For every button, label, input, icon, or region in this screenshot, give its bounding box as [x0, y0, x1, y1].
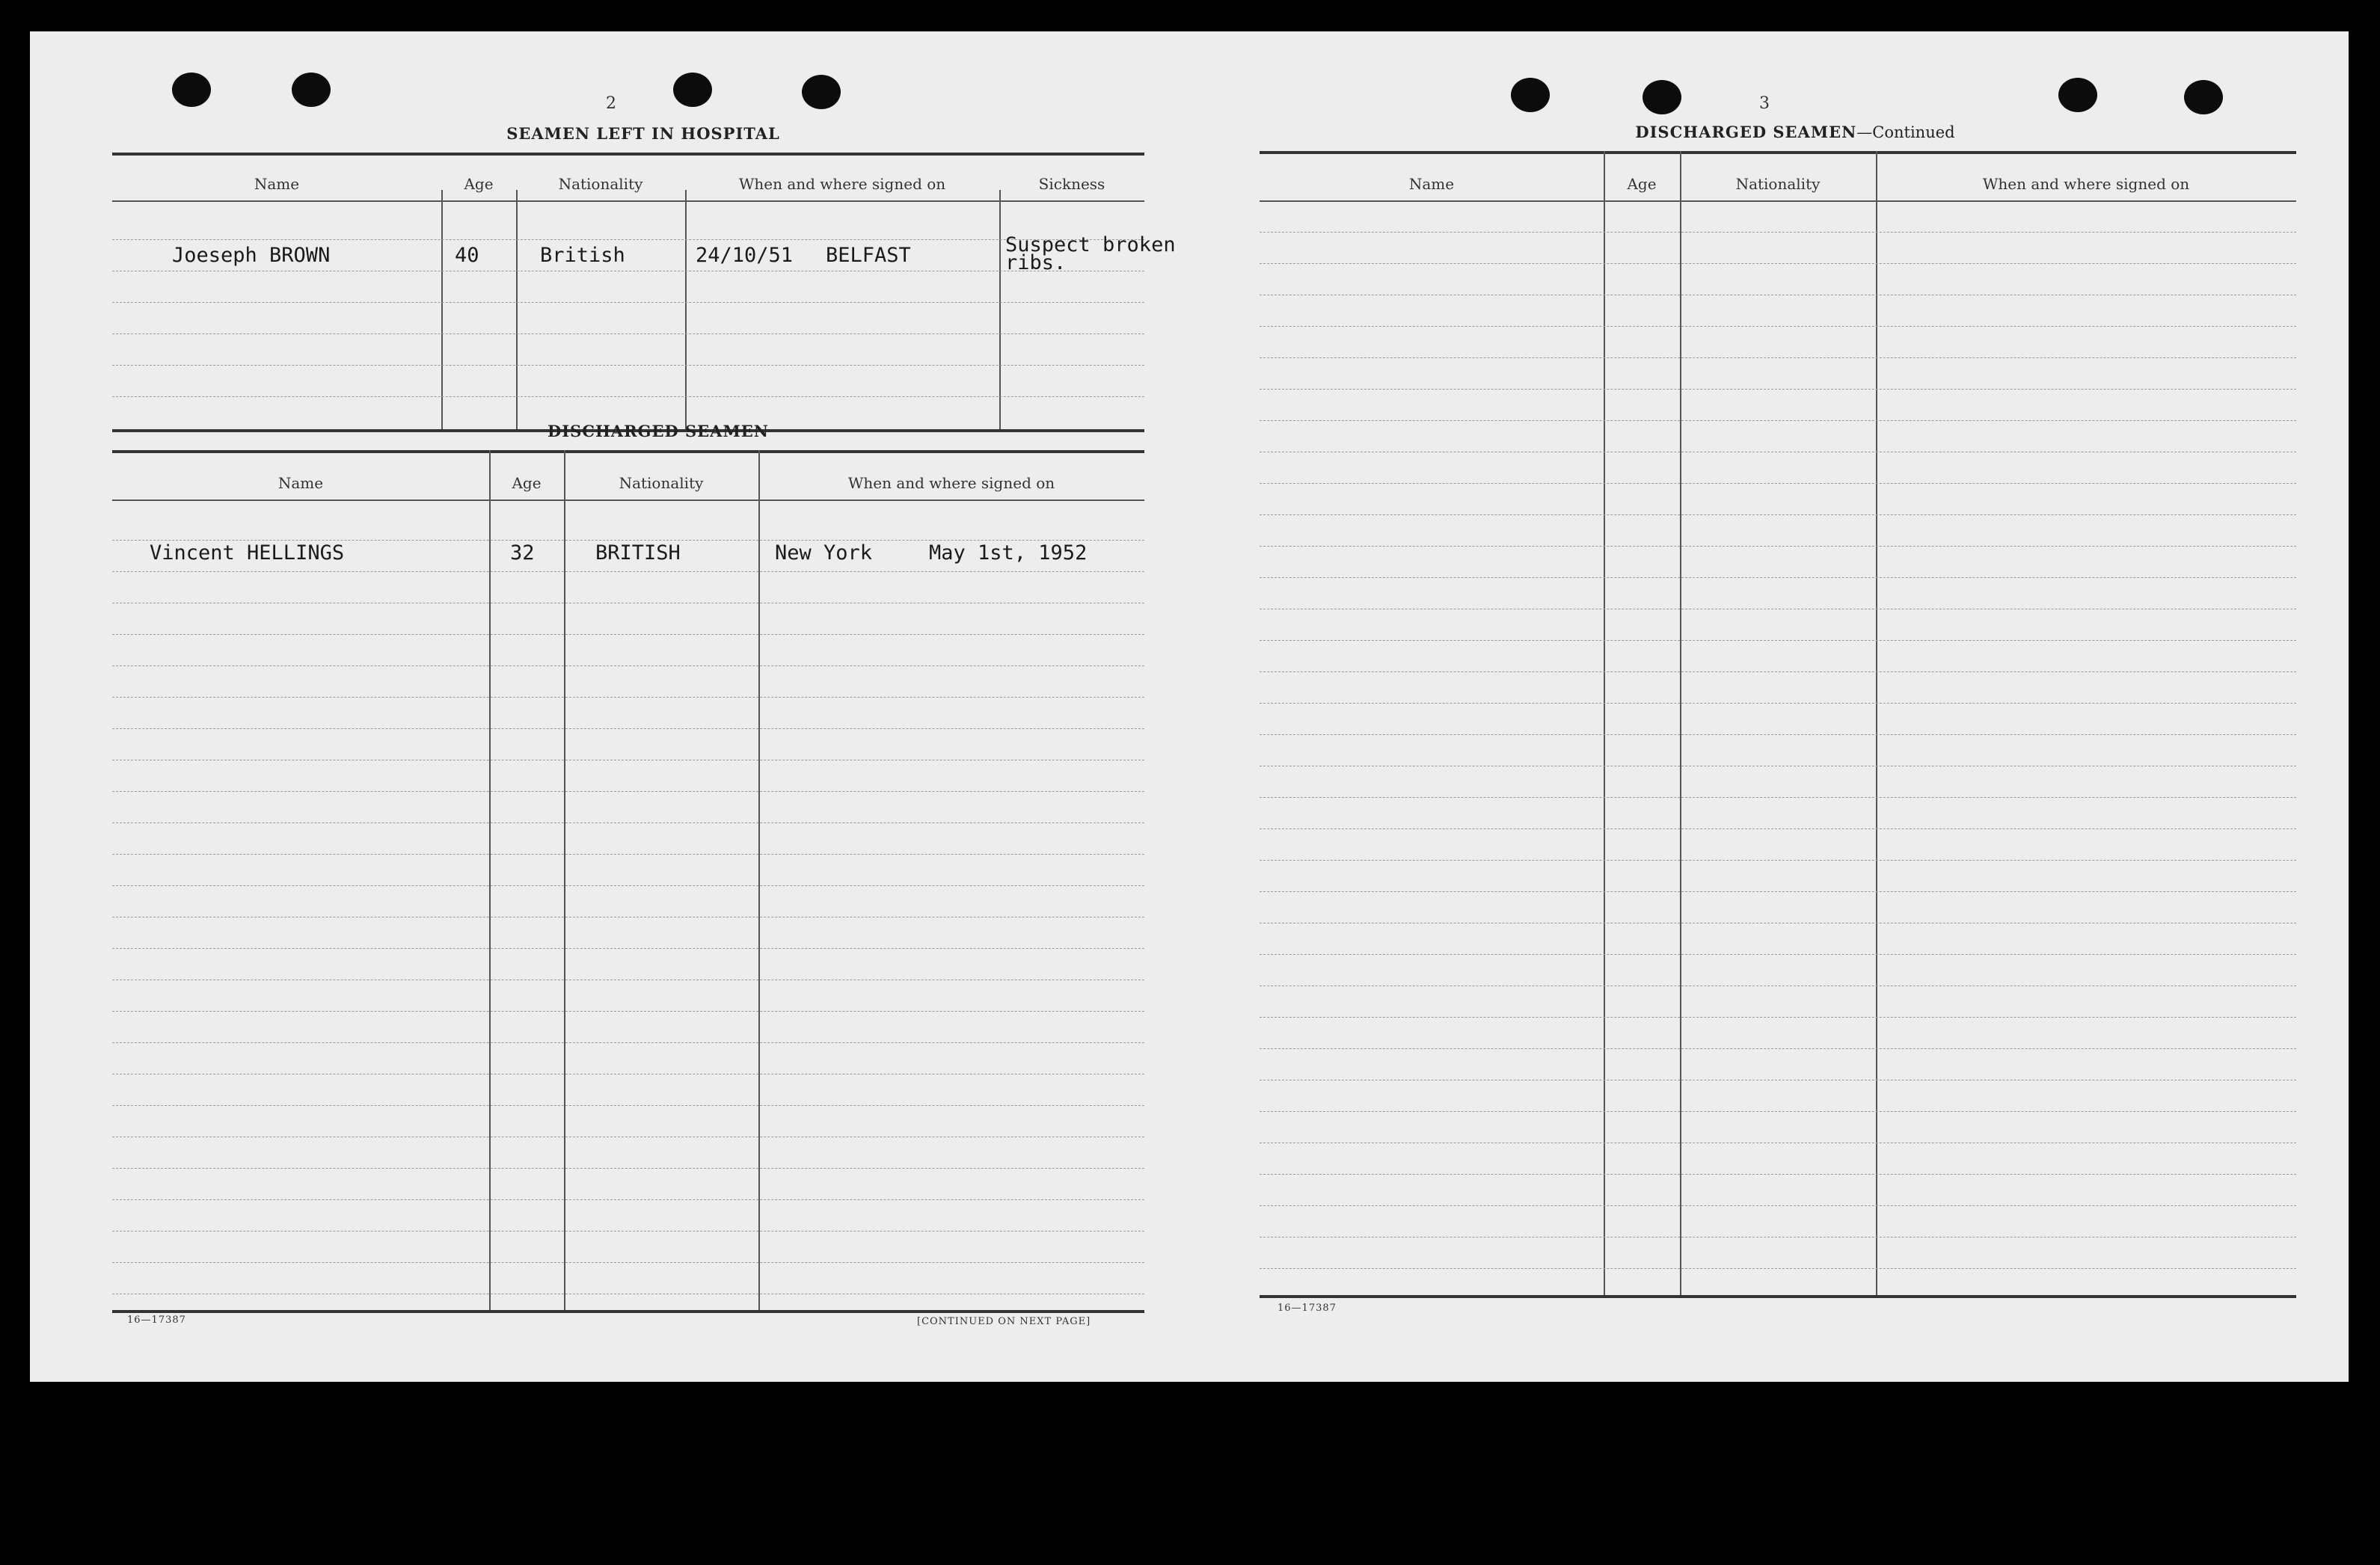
header-rule — [1260, 200, 2296, 202]
row-line — [112, 239, 1144, 240]
punch-hole — [673, 73, 712, 107]
punch-hole — [1643, 80, 1681, 114]
row-line — [1260, 1268, 2296, 1269]
row-line — [112, 396, 1144, 397]
row-line — [112, 365, 1144, 366]
row-line — [1260, 860, 2296, 861]
row-line — [112, 571, 1144, 572]
column-header-nationality: Nationality — [1735, 175, 1821, 193]
row-line — [1260, 1048, 2296, 1049]
column-header-nationality: Nationality — [558, 175, 643, 193]
hospital-sickness: Suspect broken ribs. — [1005, 233, 1176, 275]
form-number-right: 16—17387 — [1278, 1303, 1337, 1314]
table-rule — [112, 1310, 1144, 1313]
discharged-section-title: DISCHARGED SEAMEN — [548, 422, 769, 440]
page-number-left: 2 — [606, 94, 616, 113]
row-line — [1260, 514, 2296, 515]
hospital-signed-place: BELFAST — [826, 244, 911, 267]
table-rule — [1260, 151, 2296, 154]
discharged-table — [112, 450, 1144, 1318]
punch-hole — [2184, 80, 2223, 114]
page-number-right: 3 — [1759, 94, 1770, 113]
discharged-continued-table — [1260, 151, 2296, 1318]
row-line — [1260, 703, 2296, 704]
row-line — [1260, 546, 2296, 547]
row-line — [1260, 232, 2296, 233]
column-header-name: Name — [254, 175, 300, 193]
punch-hole — [1511, 78, 1550, 112]
row-line — [1260, 1111, 2296, 1112]
row-line — [112, 791, 1144, 792]
punch-hole — [802, 75, 841, 109]
table-rule — [112, 153, 1144, 156]
discharged-nationality: BRITISH — [595, 541, 681, 565]
hospital-age: 40 — [455, 244, 479, 267]
row-line — [112, 302, 1144, 303]
hospital-section-title: SEAMEN LEFT IN HOSPITAL — [506, 124, 780, 143]
discharged-signed-date: May 1st, 1952 — [929, 541, 1088, 565]
row-line — [112, 1011, 1144, 1012]
row-line — [112, 948, 1144, 949]
row-line — [1260, 1205, 2296, 1206]
row-line — [1260, 1174, 2296, 1175]
punch-hole — [2058, 78, 2097, 112]
column-header-age: Age — [512, 474, 542, 492]
row-line — [1260, 671, 2296, 672]
discharged-name: Vincent HELLINGS — [150, 541, 345, 565]
column-header-signed-on: When and where signed on — [738, 175, 946, 193]
row-line — [1260, 357, 2296, 358]
column-header-signed-on: When and where signed on — [1982, 175, 2190, 193]
register-sheet — [30, 31, 2349, 1382]
table-rule — [1260, 1295, 2296, 1298]
row-line — [112, 634, 1144, 635]
row-line — [1260, 577, 2296, 578]
column-divider — [1876, 151, 1877, 1295]
hospital-table — [112, 153, 1176, 437]
discharged-age: 32 — [510, 541, 535, 565]
row-line — [112, 665, 1144, 666]
hospital-name: Joeseph BROWN — [172, 244, 331, 267]
row-line — [1260, 828, 2296, 829]
form-number-left: 16—17387 — [127, 1315, 186, 1326]
column-divider — [564, 450, 565, 1310]
column-divider — [1680, 151, 1681, 1295]
header-rule — [112, 499, 1144, 501]
header-rule — [112, 200, 1144, 202]
column-header-nationality: Nationality — [619, 474, 704, 492]
row-line — [112, 885, 1144, 886]
row-line — [112, 854, 1144, 855]
column-header-name: Name — [277, 474, 324, 492]
title-main: DISCHARGED SEAMEN — [1635, 123, 1857, 141]
column-header-age: Age — [464, 175, 494, 193]
row-line — [1260, 389, 2296, 390]
row-line — [112, 1168, 1144, 1169]
row-line — [112, 1042, 1144, 1043]
row-line — [112, 1262, 1144, 1263]
punch-hole — [172, 73, 211, 107]
row-line — [1260, 420, 2296, 421]
row-line — [112, 1199, 1144, 1200]
row-line — [112, 697, 1144, 698]
row-line — [1260, 263, 2296, 264]
row-line — [112, 728, 1144, 729]
column-header-name: Name — [1408, 175, 1455, 193]
row-line — [112, 1105, 1144, 1106]
row-line — [1260, 954, 2296, 955]
column-divider — [489, 450, 491, 1310]
discharged-continued-title — [1496, 123, 2094, 141]
row-line — [112, 540, 1144, 541]
discharged-signed-place: New York — [775, 541, 873, 565]
row-line — [112, 333, 1144, 334]
hospital-signed-date: 24/10/51 — [696, 244, 794, 267]
row-line — [112, 1231, 1144, 1232]
row-line — [1260, 326, 2296, 327]
table-rule — [112, 450, 1144, 453]
row-line — [1260, 1017, 2296, 1018]
column-header-sickness: Sickness — [1038, 175, 1105, 193]
column-divider — [758, 450, 760, 1310]
hospital-nationality: British — [540, 244, 625, 267]
row-line — [1260, 734, 2296, 735]
row-line — [1260, 891, 2296, 892]
row-line — [1260, 797, 2296, 798]
column-header-age: Age — [1627, 175, 1657, 193]
punch-hole — [292, 73, 331, 107]
title-continued: —Continued — [1856, 123, 1955, 141]
row-line — [1260, 640, 2296, 641]
column-divider — [1604, 151, 1605, 1295]
row-line — [1260, 483, 2296, 484]
continued-note: [CONTINUED ON NEXT PAGE] — [917, 1316, 1091, 1327]
column-header-signed-on: When and where signed on — [847, 474, 1055, 492]
